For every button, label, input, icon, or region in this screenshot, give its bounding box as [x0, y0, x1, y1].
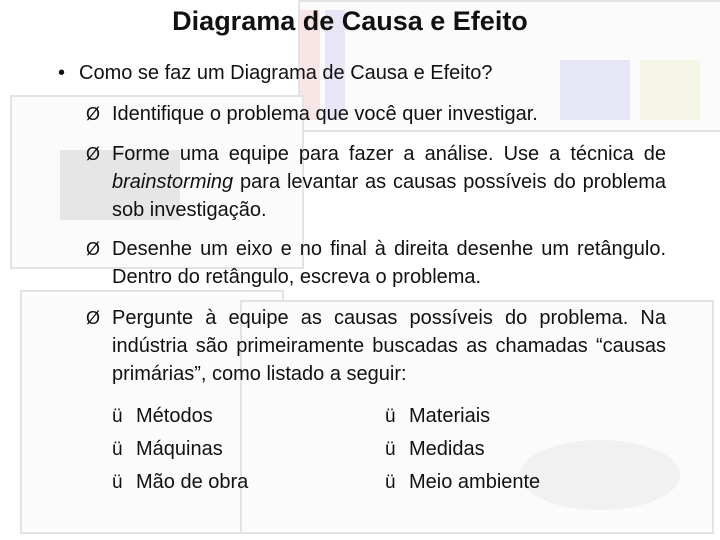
step-3-text: Desenhe um eixo e no final à direita desenhe um retângulo. Dentro do retângulo, escreva o problema.	[112, 238, 666, 288]
main-bullet	[58, 62, 493, 85]
causes-right-list	[385, 400, 540, 499]
arrow-bullet-icon: Ø	[86, 144, 101, 164]
list-item: ü Métodos	[112, 400, 248, 433]
causes-left-list	[112, 400, 248, 499]
arrow-bullet-icon: Ø	[86, 239, 101, 259]
bullet-icon: •	[58, 62, 66, 84]
step-1	[86, 100, 666, 128]
arrow-bullet-icon: Ø	[86, 104, 101, 124]
check-icon: ü	[385, 472, 396, 493]
list-item: ü Mão de obra	[112, 466, 248, 499]
check-icon: ü	[385, 439, 396, 460]
list-item: ü Máquinas	[112, 433, 248, 466]
step-3	[86, 235, 666, 291]
brainstorming-term: brainstorming	[112, 171, 234, 193]
step-2-text: Forme uma equipe para fazer a análise. Use a técnica de brainstorming para levantar as causas possíveis do problema sob investigação.	[112, 143, 666, 221]
step-1-text: Identifique o problema que você quer investigar.	[112, 103, 538, 125]
list-item: ü Materiais	[385, 400, 540, 433]
step-4	[86, 304, 666, 388]
check-icon: ü	[112, 406, 123, 427]
check-icon: ü	[112, 439, 123, 460]
check-icon: ü	[385, 406, 396, 427]
main-bullet-text: Como se faz um Diagrama de Causa e Efeito?	[79, 62, 493, 84]
arrow-bullet-icon: Ø	[86, 308, 101, 328]
step-2	[86, 140, 666, 224]
check-icon: ü	[112, 472, 123, 493]
list-item: ü Medidas	[385, 433, 540, 466]
list-item: ü Meio ambiente	[385, 466, 540, 499]
step-4-text: Pergunte à equipe as causas possíveis do problema. Na indústria são primeiramente buscadas as chamadas “causas primárias”, como listado a seguir:	[112, 307, 666, 385]
slide-title: Diagrama de Causa e Efeito	[172, 6, 528, 36]
